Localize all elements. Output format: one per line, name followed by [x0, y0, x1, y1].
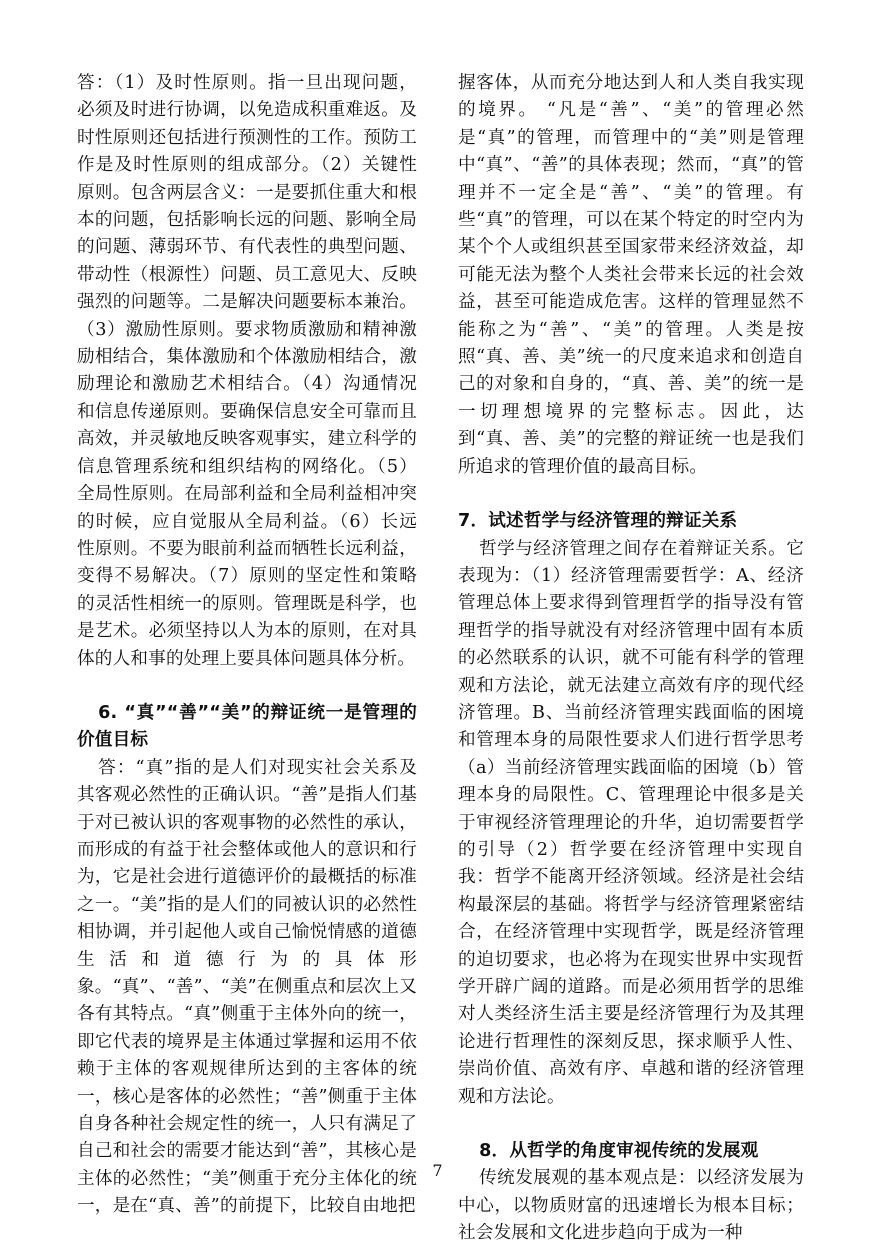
- question-6-heading: 6. “真”“善”“美”的辩证统一是管理的价值目标: [77, 702, 417, 751]
- answer-6-continued-paragraph: 握客体，从而充分地达到人和人类自我实现的境界。 “凡是“善”、“美”的管理必然是“真”的管理，而管理中的“美”则是管理中“真”、“善”的具体表现；然而，“真”的管理并不一定全是“善”、“美”的管理。有些“真”的管理，可以在某个特定的时空内为某个个人或组织甚至国家带来经济效益，却可能无法为整个人类社会带来长远的社会效益，甚至可能造成危害。这样的管理显然不能称之为“善”、“美”的管理。人类是按照“真、善、美”统一的尺度来追求和创造自己的对象和自身的，“真、善、美”的统一是一切理想境界的完整标志。因此，达到“真、善、美”的完整的辩证统一也是我们所追求的管理价值的最高目标。: [458, 73, 804, 477]
- spacer: [77, 673, 417, 700]
- right-column: [458, 70, 804, 1248]
- spacer: [458, 1111, 804, 1138]
- question-7-heading: 7．试述哲学与经济管理的辩证关系: [458, 511, 738, 532]
- answer-6-paragraph: 答：“真”指的是人们对现实社会关系及其客观必然性的正确认识。“善”是指人们基于对已被认识的客观事物的必然性的承认，而形成的有益于社会整体或他人的意识和行为，它是社会进行道德评价的最概括的标准之一。“美”指的是人们的同被认识的必然性相协调，并引起他人或自己愉悦情感的道德生活和道德行为的具体形象。“真”、“善”、“美”在侧重点和层次上又各有其特点。“真”侧重于主体外向的统一，即它代表的境界是主体通过掌握和运用不依赖于主体的客观规律所达到的主客体的统一，核心是客体的必然性；“善”侧重于主体自身各种社会规定性的统一，人只有满足了自己和社会的需要才能达到“善”，其核心是主体的必然性；“美”侧重于充分主体化的统一，是在“真、善”的前提下，比较自由地把: [77, 757, 417, 1217]
- spacer: [458, 481, 804, 508]
- left-column: [77, 70, 417, 1221]
- answer-5-paragraph: 答：（1）及时性原则。指一旦出现问题，必须及时进行协调，以免造成积重难返。及时性原则还包括进行预测性的工作。预防工作是及时性原则的组成部分。（2）关键性原则。包含两层含义：一是要抓住重大和根本的问题，包括影响长远的问题、影响全局的问题、薄弱环节、有代表性的典型问题、带动性（根源性）问题、员工意见大、反映强烈的问题等。二是解决问题要标本兼治。（3）激励性原则。要求物质激励和精神激励相结合，集体激励和个体激励相结合，激励理论和激励艺术相结合。（4）沟通情况和信息传递原则。要确保信息安全可靠而且高效，并灵敏地反映客观事实，建立科学的信息管理系统和组织结构的网络化。（5）全局性原则。在局部利益和全局利益相冲突的时候，应自觉服从全局利益。（6）长远性原则。不要为眼前利益而牺牲长远利益，变得不易解决。（7）原则的坚定性和策略的灵活性相统一的原则。管理既是科学，也是艺术。必须坚持以人为本的原则，在对具体的人和事的处理上要具体问题具体分析。: [77, 73, 417, 669]
- answer-7-paragraph: 哲学与经济管理之间存在着辩证关系。它表现为：（1）经济管理需要哲学：A、经济管理总体上要求得到管理哲学的指导没有管理哲学的指导就没有对经济管理中固有本质的必然联系的认识，就不可能有科学的管理观和方法论，就无法建立高效有序的现代经济管理。B、当前经济管理实践面临的困境和管理本身的局限性要求人们进行哲学思考（a）当前经济管理实践面临的困境（b）管理本身的局限性。C、管理理论中很多是关于审视经济管理理论的升华，迫切需要哲学的引导（2）哲学要在经济管理中实现自我：哲学不能离开经济领域。经济是社会结构最深层的基础。将哲学与经济管理紧密结合，在经济管理中实现哲学，既是经济管理的迫切要求，也必将为在现实世界中实现哲学开辟广阔的道路。而是必须用哲学的思维对人类经济生活主要是经济管理行为及其理论进行哲理性的深刻反思，探求顺乎人性、崇尚价值、高效有序、卓越和谐的经济管理观和方法论。: [458, 538, 804, 1107]
- page-number: 7: [432, 1161, 443, 1180]
- answer-8-paragraph: 传统发展观的基本观点是：以经济发展为中心，以物质财富的迅速增长为根本目标；社会发展和文化进步趋向于成为一种: [458, 1168, 804, 1244]
- question-8-heading: 8．从哲学的角度审视传统的发展观: [479, 1141, 759, 1162]
